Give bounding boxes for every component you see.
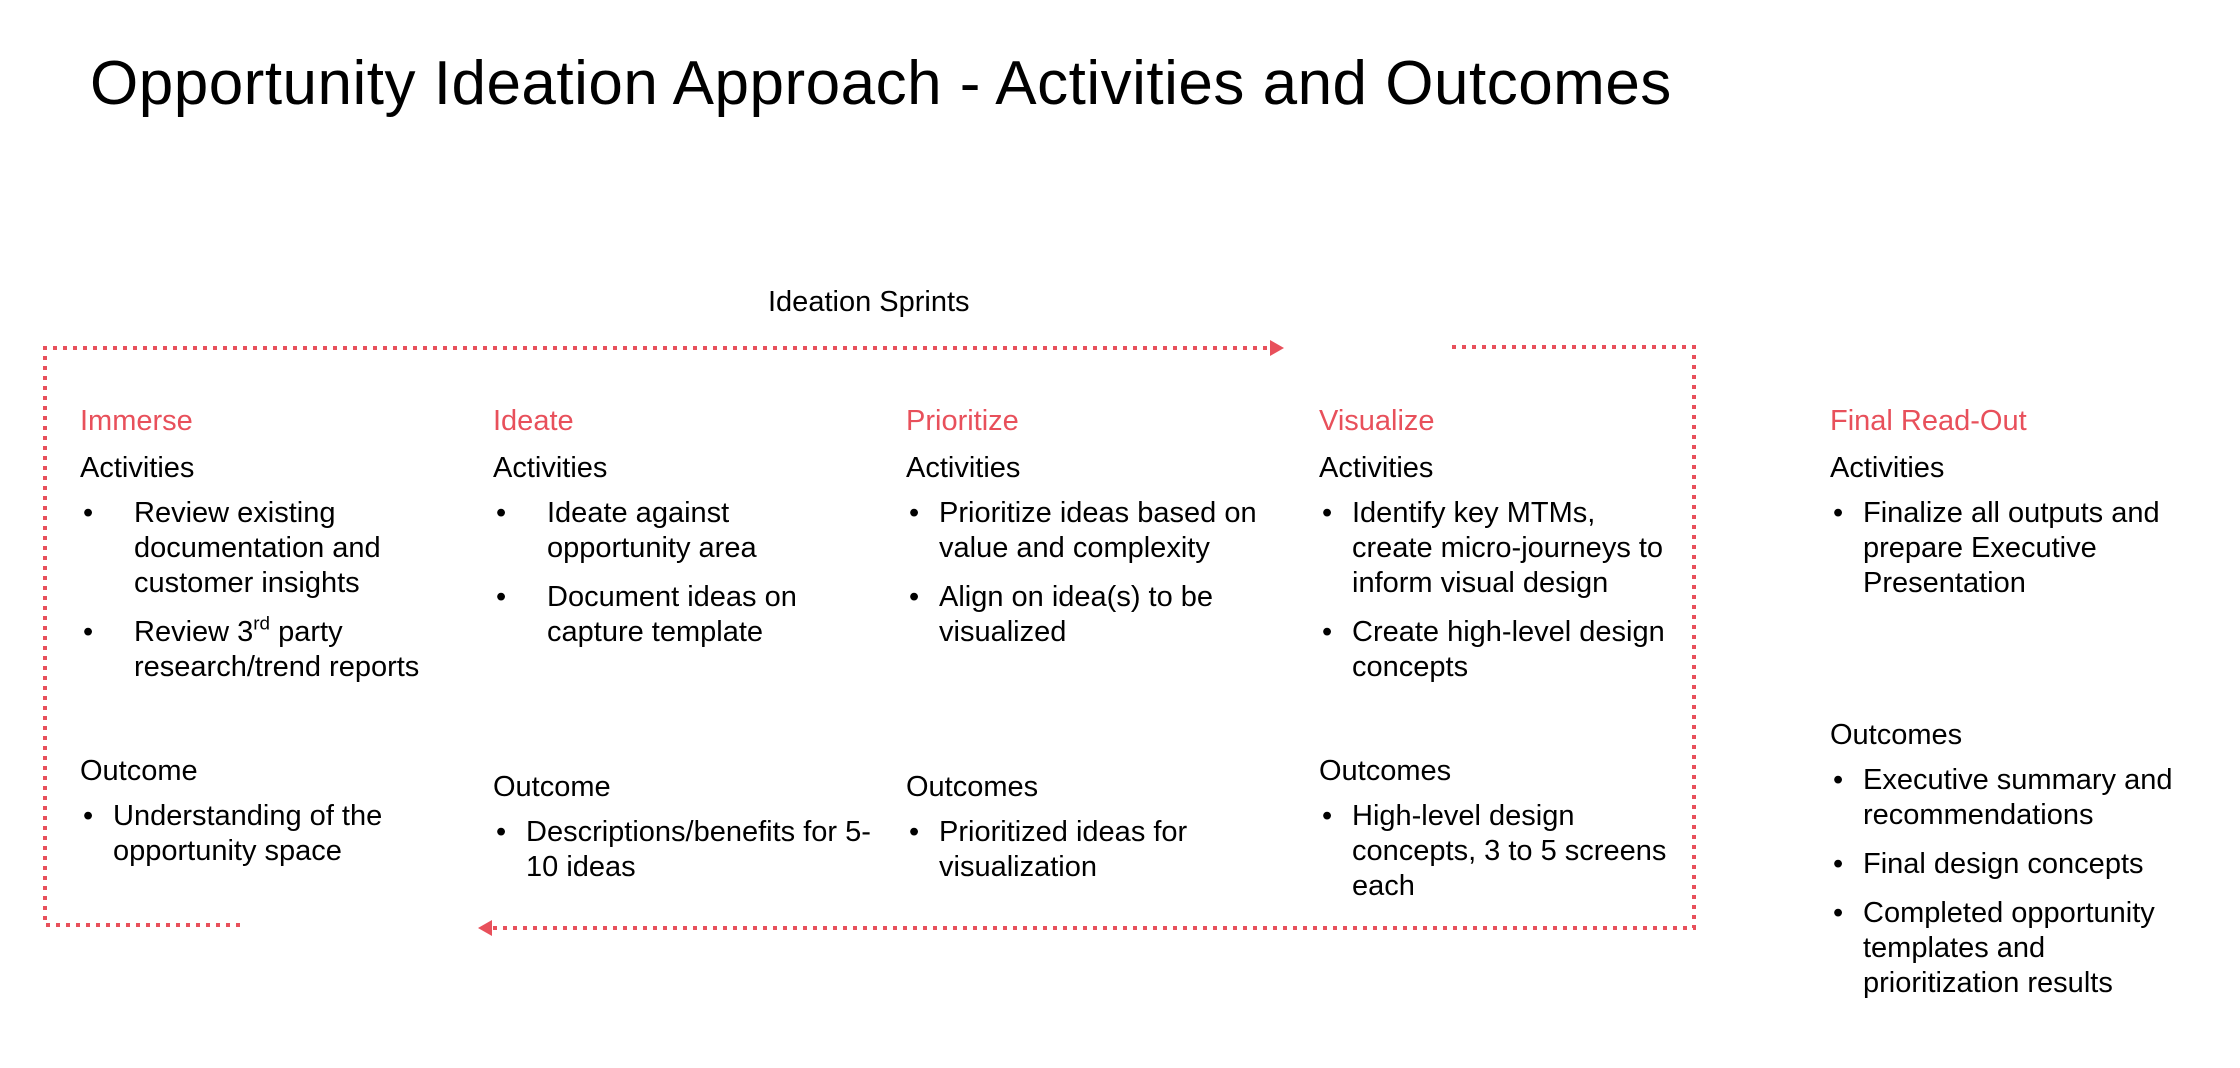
outcome-block <box>906 770 1246 899</box>
activities-heading: Activities <box>1319 452 1434 484</box>
outcome-heading: Outcomes <box>1830 719 1963 751</box>
list-item: • Descriptions/benefits for 5-10 ideas <box>493 815 873 885</box>
outcome-block <box>1830 718 2200 1015</box>
list-item: • Final design concepts <box>1830 847 2200 882</box>
list-item: • Ideate against opportunity area <box>493 496 863 566</box>
arrow-right-icon <box>1270 340 1284 356</box>
outcomes-list <box>1319 799 1669 904</box>
arrow-left-icon <box>478 920 492 936</box>
activities-list <box>906 496 1276 650</box>
outcomes-list <box>493 815 873 885</box>
list-item: • Create high-level design concepts <box>1319 615 1669 685</box>
activities-list <box>1830 496 2200 601</box>
outcome-block <box>80 754 450 883</box>
activities-heading: Activities <box>493 452 608 484</box>
outcome-block <box>493 770 873 899</box>
phase-title: Prioritize <box>906 405 1019 437</box>
list-item: • Completed opportunity templates and prioritization results <box>1830 896 2200 1001</box>
list-item: • Prioritized ideas for visualization <box>906 815 1246 885</box>
outcome-heading: Outcome <box>80 755 198 787</box>
phase-title: Visualize <box>1319 405 1435 437</box>
phase-column-ideate <box>493 404 871 883</box>
outcome-block <box>1319 754 1669 918</box>
list-item: • Document ideas on capture template <box>493 580 863 650</box>
sprint-label: Ideation Sprints <box>768 286 970 318</box>
activities-list <box>1319 496 1669 685</box>
outcome-heading: Outcomes <box>906 771 1039 803</box>
list-item: • Finalize all outputs and prepare Executive Presentation <box>1830 496 2200 601</box>
activities-list <box>80 496 450 685</box>
phase-column-visualize <box>1319 404 1669 902</box>
phase-title: Immerse <box>80 405 193 437</box>
list-item: • Review existing documentation and customer insights <box>80 496 450 601</box>
outcomes-list <box>80 799 450 869</box>
phase-title: Final Read-Out <box>1830 405 2027 437</box>
phase-column-immerse <box>80 404 450 867</box>
activities-heading: Activities <box>80 452 195 484</box>
list-item: • Review 3rd party research/trend reports <box>80 615 450 685</box>
activities-list <box>493 496 863 650</box>
outcomes-list <box>906 815 1246 885</box>
outcomes-list <box>1830 763 2200 1001</box>
activities-heading: Activities <box>1830 452 1945 484</box>
list-item: • Identify key MTMs, create micro-journeys to inform visual design <box>1319 496 1669 601</box>
activities-heading: Activities <box>906 452 1021 484</box>
list-item: • High-level design concepts, 3 to 5 screens each <box>1319 799 1669 904</box>
phase-title: Ideate <box>493 405 574 437</box>
page-title: Opportunity Ideation Approach - Activities and Outcomes <box>90 49 1672 118</box>
list-item: • Prioritize ideas based on value and complexity <box>906 496 1276 566</box>
outcome-heading: Outcomes <box>1319 755 1452 787</box>
list-item: • Executive summary and recommendations <box>1830 763 2200 833</box>
list-item: • Align on idea(s) to be visualized <box>906 580 1276 650</box>
phase-column-prioritize <box>906 404 1276 883</box>
list-item: • Understanding of the opportunity space <box>80 799 450 869</box>
phase-column-final-readout <box>1830 404 2200 999</box>
outcome-heading: Outcome <box>493 771 611 803</box>
